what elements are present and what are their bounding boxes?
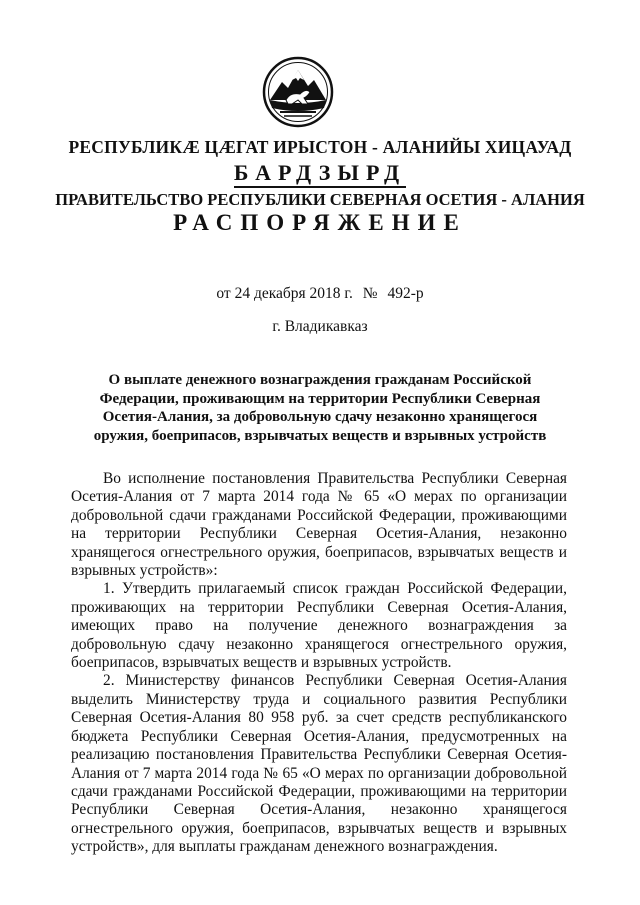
document-title: О выплате денежного вознаграждения гражданам Российской Федерации, проживающим на территории Республики Северная Осетия-Алания, за добровольную сдачу незаконно хранящегося оружия, боеприпасов, взрывчатых веществ и взрывных устройств — [93, 372, 547, 444]
coat-of-arms-emblem — [262, 56, 334, 128]
bardzyrd-text: БАРДЗЫРД — [234, 160, 406, 188]
header-ossetian-government: РЕСПУБЛИКÆ ЦÆГАТ ИРЫСТОН - АЛАНИЙЫ ХИЦАУАД — [68, 137, 572, 157]
date-number-line — [0, 285, 640, 303]
header-bardzyrd — [0, 160, 640, 186]
header-order-type: РАСПОРЯЖЕНИЕ — [173, 210, 467, 235]
document-body — [71, 470, 567, 857]
item-1-paragraph: 1. Утвердить прилагаемый список граждан Российской Федерации, проживающих на территории Республики Северная Осетия-Алания, имеющих право на получение денежного вознаграждения за добровольную сдачу незаконно хранящегося огнестрельного оружия, боеприпасов, взрывчатых веществ и взрывных устройств. — [71, 580, 567, 672]
intro-paragraph: Во исполнение постановления Правительства Республики Северная Осетия-Алания от 7 марта 2014 года № 65 «О мерах по организации добровольной сдачи гражданами Российской Федерации, проживающими на территории Республики Северная Осетия-Алания, незаконно хранящегося огнестрельного оружия, боеприпасов, взрывчатых веществ и взрывных устройств»: — [71, 470, 567, 580]
header-russian-government: ПРАВИТЕЛЬСТВО РЕСПУБЛИКИ СЕВЕРНАЯ ОСЕТИЯ - АЛАНИЯ — [55, 190, 585, 209]
order-date: от 24 декабря 2018 г. — [216, 285, 353, 302]
order-number: 492-р — [387, 285, 424, 302]
item-2-paragraph: 2. Министерству финансов Республики Северная Осетия-Алания выделить Министерству труда и социального развития Республики Северная Осетия-Алания 80 958 руб. за счет средств республиканского бюджета Республики Северная Осетия-Алания, предусмотренных на реализацию постановления Правительства Республики Северная Осетия-Алания от 7 марта 2014 года № 65 «О мерах по организации добровольной сдачи гражданами Российской Федерации, проживающими на территории Республики Северная Осетия-Алания, незаконно хранящегося огнестрельного оружия, боеприпасов, взрывчатых веществ и взрывных устройств», для выплаты гражданам денежного вознаграждения. — [71, 672, 567, 856]
number-sign: № — [362, 285, 378, 302]
city: г. Владикавказ — [272, 318, 368, 335]
